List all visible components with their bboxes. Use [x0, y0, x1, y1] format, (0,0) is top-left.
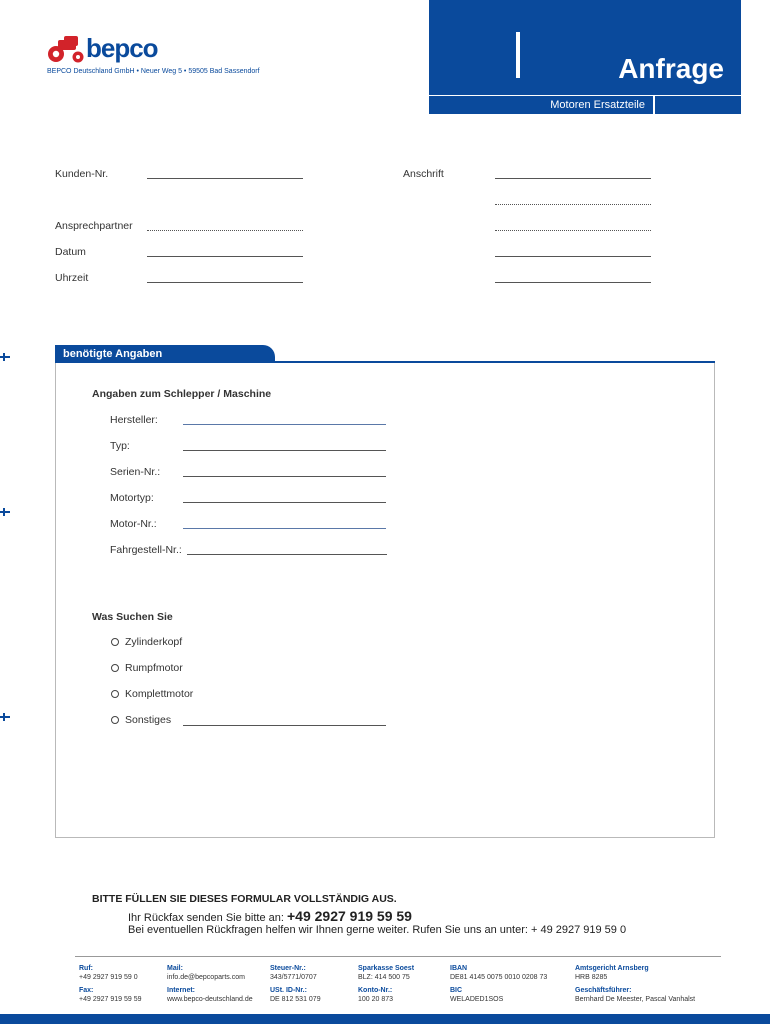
fax-prefix: Ihr Rückfax senden Sie bitte an:: [128, 912, 284, 924]
label-typ: Typ:: [110, 440, 130, 452]
bottom-band: [0, 1014, 770, 1024]
footer-mail-label: Mail:: [167, 965, 183, 972]
label-datum: Datum: [55, 246, 86, 258]
label-serien-nr: Serien-Nr.:: [110, 466, 161, 478]
footer-bic-value: WELADED1SOS: [450, 996, 504, 1003]
anschrift-field-4[interactable]: [495, 256, 651, 257]
fahrgestell-nr-field[interactable]: [187, 554, 387, 555]
fold-marker: [0, 716, 10, 718]
fax-number: +49 2927 919 59 59: [287, 908, 412, 924]
header-subtitle-end: [655, 96, 741, 114]
radio-rumpfmotor[interactable]: [111, 664, 119, 672]
machine-heading: Angaben zum Schlepper / Maschine: [92, 388, 272, 400]
option-rumpfmotor: Rumpfmotor: [125, 662, 183, 674]
footer-ust-value: DE 812 531 079: [270, 996, 321, 1003]
option-komplettmotor: Komplettmotor: [125, 688, 194, 700]
radio-komplettmotor[interactable]: [111, 690, 119, 698]
radio-sonstiges[interactable]: [111, 716, 119, 724]
footer-konto-label: Konto-Nr.:: [358, 987, 393, 994]
footer-amtsgericht-label: Amtsgericht Arnsberg: [575, 965, 649, 972]
label-kunden-nr: Kunden-Nr.: [55, 168, 109, 180]
label-hersteller: Hersteller:: [110, 414, 158, 426]
footer-bic-label: BIC: [450, 987, 463, 994]
datum-field[interactable]: [147, 256, 303, 257]
anschrift-field-3[interactable]: [495, 230, 651, 231]
footer-internet-label: Internet:: [167, 987, 195, 994]
footer-fax-value: +49 2927 919 59 59: [79, 996, 142, 1003]
punch-marker: [0, 511, 10, 513]
label-ansprechpartner: Ansprechpartner: [55, 220, 133, 232]
footer-amtsgericht-value: HRB 8285: [575, 974, 608, 981]
motor-nr-field[interactable]: [183, 528, 386, 529]
fold-marker: [0, 356, 10, 358]
footer-iban-value: DE81 4145 0075 0010 0208 73: [450, 974, 548, 981]
footer-internet-value[interactable]: www.bepco-deutschland.de: [167, 996, 253, 1003]
label-uhrzeit: Uhrzeit: [55, 272, 89, 284]
serien-nr-field[interactable]: [183, 476, 386, 477]
search-heading: Was Suchen Sie: [92, 611, 173, 623]
sonstiges-field[interactable]: [183, 725, 386, 726]
option-zylinderkopf: Zylinderkopf: [125, 636, 183, 648]
page-title: Anfrage: [618, 53, 724, 84]
motortyp-field[interactable]: [183, 502, 386, 503]
label-fahrgestell-nr: Fahrgestell-Nr.:: [110, 544, 182, 556]
fill-instruction: BITTE FÜLLEN SIE DIESES FORMULAR VOLLSTÄNDIG AUS.: [92, 893, 397, 905]
section-tab: benötigte Angaben: [55, 345, 275, 363]
anschrift-field-5[interactable]: [495, 282, 651, 283]
footer-mail-value[interactable]: info.de@bepcoparts.com: [167, 974, 245, 981]
radio-zylinderkopf[interactable]: [111, 638, 119, 646]
header-divider: [516, 32, 520, 78]
required-info-box: [55, 362, 715, 838]
anschrift-field-1[interactable]: [495, 178, 651, 179]
footer-geschaeftsfuehrer-label: Geschäftsführer:: [575, 987, 632, 994]
hersteller-field[interactable]: [183, 424, 386, 425]
typ-field[interactable]: [183, 450, 386, 451]
option-sonstiges: Sonstiges: [125, 714, 172, 726]
kunden-nr-field[interactable]: [147, 178, 303, 179]
label-motor-nr: Motor-Nr.:: [110, 518, 157, 530]
ansprechpartner-field[interactable]: [147, 230, 303, 231]
footer-sparkasse-value: BLZ: 414 500 75: [358, 974, 410, 981]
fax-line: [128, 908, 412, 924]
footer-steuer-value: 343/5771/0707: [270, 974, 317, 981]
footer-ruf-value: +49 2927 919 59 0: [79, 974, 138, 981]
page-subtitle: Motoren Ersatzteile: [429, 96, 653, 114]
label-motortyp: Motortyp:: [110, 492, 154, 504]
uhrzeit-field[interactable]: [147, 282, 303, 283]
label-anschrift: Anschrift: [403, 168, 444, 180]
footer-iban-label: IBAN: [450, 965, 468, 972]
footer-geschaeftsfuehrer-value: Bernhard De Meester, Pascal Vanhalst: [575, 996, 696, 1003]
company-address: BEPCO Deutschland GmbH • Neuer Weg 5 • 59505 Bad Sassendorf: [47, 68, 260, 75]
footer-sparkasse-label: Sparkasse Soest: [358, 965, 415, 972]
contact-line: Bei eventuellen Rückfragen helfen wir Ihnen gerne weiter. Rufen Sie uns an unter: + 49 2927 919 59 0: [128, 924, 627, 936]
footer-ruf-label: Ruf:: [79, 965, 93, 972]
anschrift-field-2[interactable]: [495, 204, 651, 205]
footer-konto-value: 100 20 873: [358, 996, 394, 1003]
footer-steuer-label: Steuer-Nr.:: [270, 965, 306, 972]
footer-fax-label: Fax:: [79, 987, 94, 994]
footer-ust-label: USt. ID-Nr.:: [270, 987, 307, 994]
brand-name: bepco: [86, 33, 158, 63]
footer-rule: [75, 956, 721, 957]
